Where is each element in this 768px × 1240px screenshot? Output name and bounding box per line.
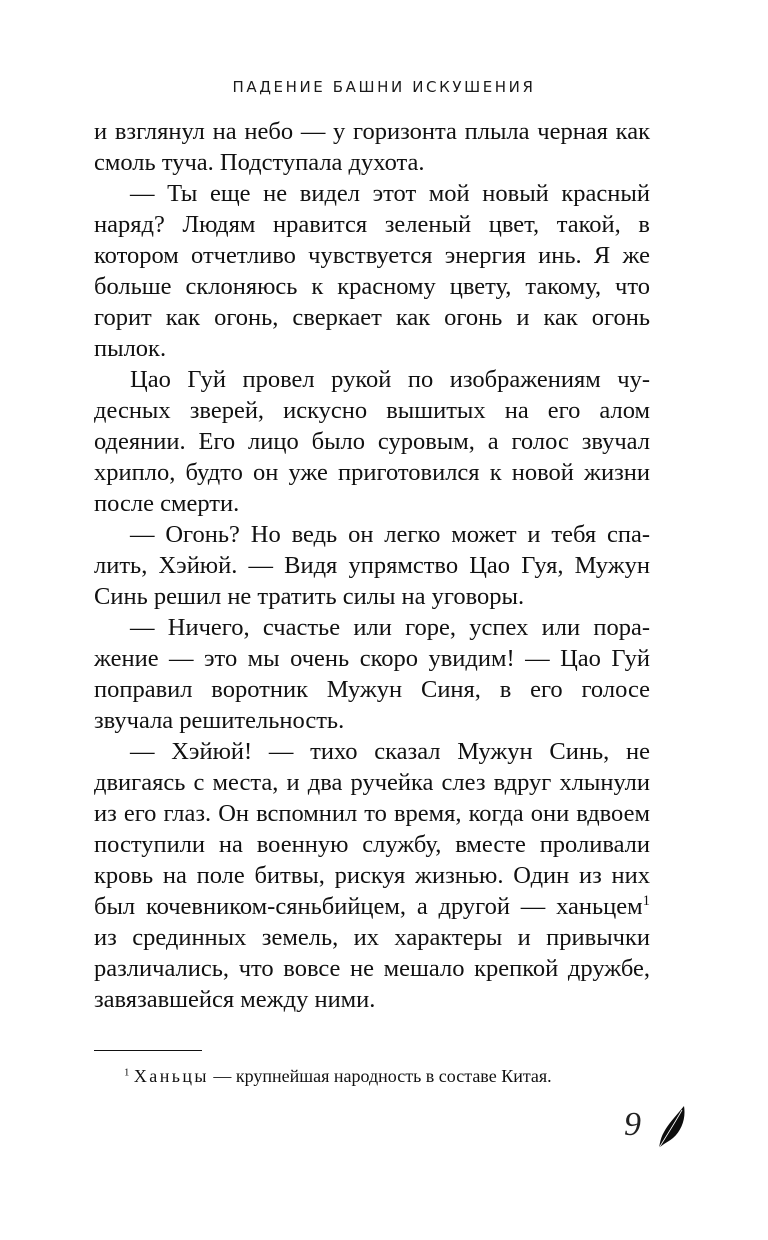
paragraph: — Ты еще не видел этот мой новый красный наряд? Людям нравится зеленый цвет, такой, в котором отчетливо чувствуется энергия инь. Я же больше склоняюсь к красному цвету, такому, что горит как огонь, сверкает как огонь и как огонь пылок. <box>94 180 650 362</box>
paragraph: и взглянул на небо — у горизонта плыла черная как смоль туча. Подступала духота. <box>94 118 650 176</box>
leaf-icon <box>656 1104 688 1150</box>
paragraph-text: из срединных земель, их характеры и привычки различались, что вовсе не мешало крепкой дружбе, завязавшейся между ними. <box>94 924 650 1013</box>
paragraph: — Огонь? Но ведь он легко может и тебя спалить, Хэйюй. — Видя упрямство Цао Гуя, Мужун Синь решил не тратить силы на уговоры. <box>94 521 650 610</box>
page-number: 9 <box>624 1106 641 1143</box>
footnote-reference[interactable]: 1 <box>642 893 650 910</box>
paragraph: Цао Гуй провел рукой по изображениям чудесных зверей, искусно вышитых на его алом одеянии. Его лицо было суровым, а голос звучал хрипло, будто он уже приготовился к новой жизни после смерти. <box>94 366 650 517</box>
body-text <box>94 116 650 1015</box>
footnote <box>124 1064 654 1088</box>
paragraph <box>94 736 650 1015</box>
footnote-mark: 1 <box>124 1066 130 1079</box>
paragraph-text: — Хэйюй! — тихо сказал Мужун Синь, не двигаясь с места, и два ручейка слез вдруг хлынули из его глаз. Он вспомнил то время, когда они вдвоем поступили на военную службу, вместе проливали кровь на поле битвы, рискуя жизнью. Один из них был кочевником-сяньбийцем, а другой — ханьцем <box>94 738 650 920</box>
footnote-term: Ханьцы <box>133 1066 209 1086</box>
paragraph: — Ничего, счастье или горе, успех или поражение — это мы очень скоро увидим! — Цао Гуй поправил воротник Мужун Синя, в его голосе звучала решительность. <box>94 614 650 734</box>
footnote-divider <box>94 1050 202 1051</box>
running-head: ПАДЕНИЕ БАШНИ ИСКУШЕНИЯ <box>232 78 536 96</box>
footnote-text: — крупнейшая народность в составе Китая. <box>208 1066 552 1086</box>
